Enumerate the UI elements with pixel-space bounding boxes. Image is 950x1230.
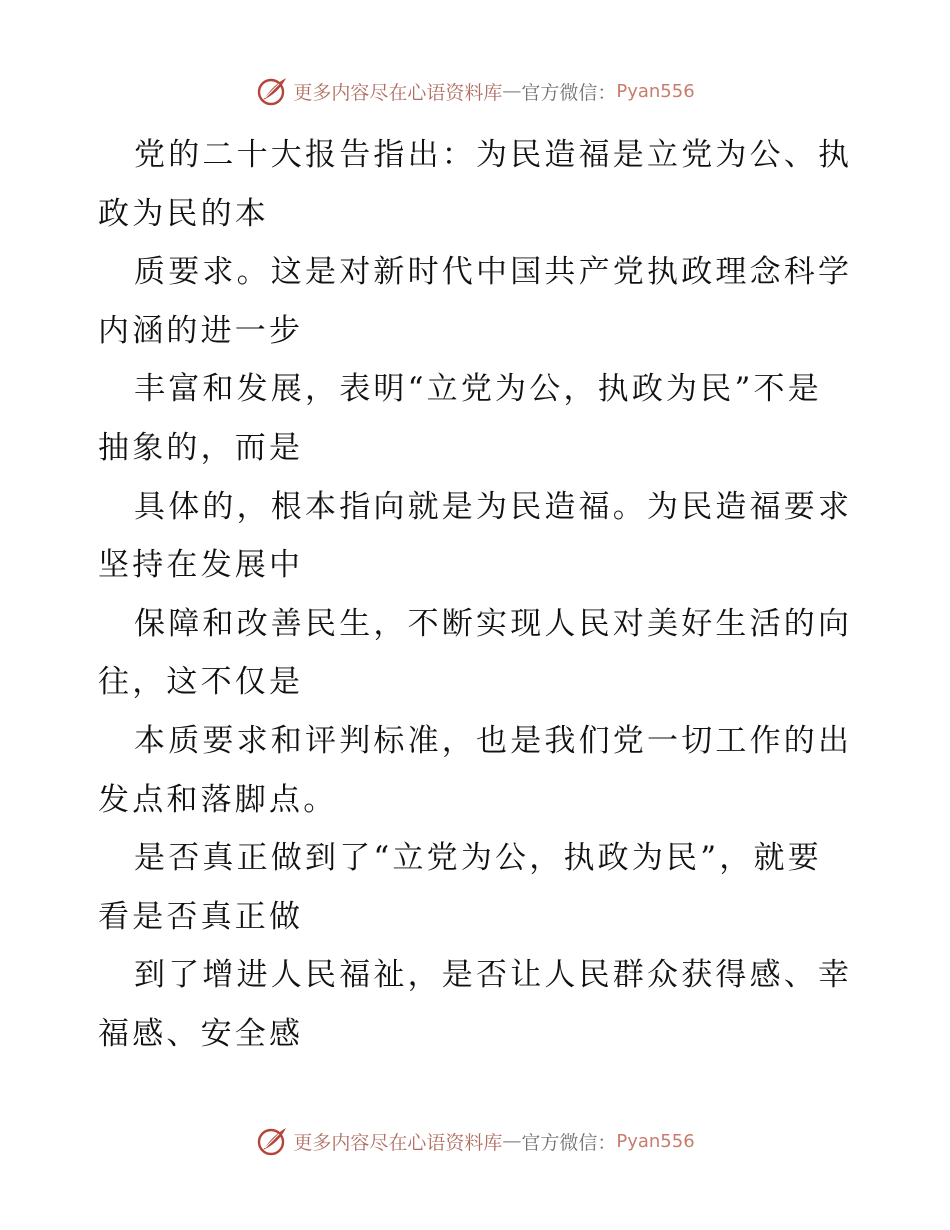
text-line: 丰富和发展，表明“立党为公，执政为民”不是	[134, 371, 822, 408]
text-line: 是否真正做到了“立党为公，执政为民”，就要	[134, 840, 822, 877]
paragraph	[98, 360, 868, 477]
text-line: 保障和改善民生，不断实现人民对美好生活的向	[134, 605, 853, 642]
text-line: 福感、安全感	[98, 1015, 304, 1052]
text-line: 质要求。这是对新时代中国共产党执政理念科学	[134, 254, 853, 291]
header-watermark-banner	[0, 71, 950, 111]
text-line: 内涵的进一步	[98, 312, 304, 349]
paragraph	[98, 126, 868, 243]
text-line: 党的二十大报告指出：为民造福是立党为公、执	[134, 137, 853, 173]
paragraph	[98, 595, 868, 712]
site-text: 更多内容尽在心语资料库	[293, 81, 503, 104]
feather-pen-circle-icon	[255, 74, 289, 108]
text-line: 抽象的，而是	[98, 429, 304, 466]
text-line: 看是否真正做	[98, 898, 304, 935]
paragraph	[98, 712, 868, 829]
wechat-id: Pyan556	[616, 80, 695, 102]
paragraph	[98, 478, 868, 595]
text-line: 坚持在发展中	[98, 547, 304, 584]
text-line: 具体的，根本指向就是为民造福。为民造福要求	[134, 488, 853, 525]
paragraph	[98, 243, 868, 360]
wechat-label: 官方微信：	[521, 81, 617, 104]
wechat-id: Pyan556	[616, 1130, 695, 1152]
paragraph	[98, 946, 868, 1063]
document-body	[98, 126, 868, 1064]
paragraph	[98, 829, 868, 946]
text-line: 往，这不仅是	[98, 664, 304, 701]
footer-watermark-banner	[0, 1121, 950, 1161]
banner-dash: —	[502, 80, 522, 102]
feather-pen-circle-icon	[255, 1124, 289, 1158]
banner-dash: —	[502, 1130, 522, 1152]
text-line: 到了增进人民福祉，是否让人民群众获得感、幸	[134, 957, 853, 994]
text-line: 本质要求和评判标准，也是我们党一切工作的出	[134, 722, 853, 759]
site-text: 更多内容尽在心语资料库	[293, 1131, 503, 1154]
wechat-label: 官方微信：	[521, 1131, 617, 1154]
text-line: 发点和落脚点。	[98, 781, 338, 818]
text-line: 政为民的本	[98, 195, 269, 232]
